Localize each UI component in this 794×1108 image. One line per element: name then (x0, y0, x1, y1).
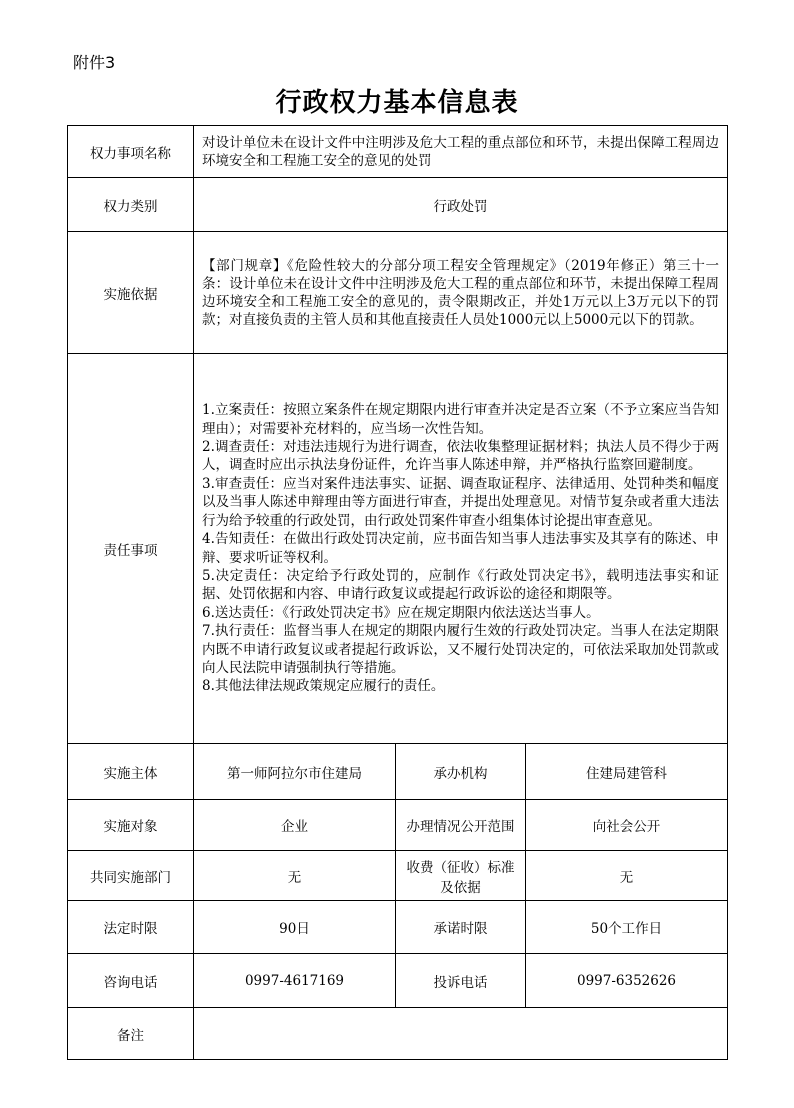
joint-label: 共同实施部门 (68, 851, 194, 901)
promise-limit-label: 承诺时限 (396, 901, 526, 954)
time-limit-value: 90日 (194, 901, 396, 954)
row-duties (68, 354, 728, 744)
target-label: 实施对象 (68, 800, 194, 851)
row-subject (68, 744, 728, 800)
duties-list (194, 354, 728, 744)
duty-item: 8.其他法律法规政策规定应履行的责任。 (202, 678, 445, 695)
document-title: 行政权力基本信息表 (275, 88, 519, 118)
attachment-label: 附件3 (73, 53, 116, 72)
row-target (68, 800, 728, 851)
agency-label: 承办机构 (396, 744, 526, 800)
row-time-limit (68, 901, 728, 954)
item-name-label: 权力事项名称 (68, 126, 194, 178)
agency-value: 住建局建管科 (526, 744, 728, 800)
fee-label: 收费（征收）标准及依据 (396, 851, 526, 901)
duty-item: 6.送达责任：《行政处罚决定书》应在规定期限内依法送达当事人。 (202, 604, 600, 621)
promise-limit-value: 50个工作日 (526, 901, 728, 954)
row-phone (68, 954, 728, 1008)
consult-phone-label: 咨询电话 (68, 954, 194, 1008)
category-value: 行政处罚 (194, 178, 728, 232)
subject-label: 实施主体 (68, 744, 194, 800)
row-item-name (68, 126, 728, 178)
item-name-value: 对设计单位未在设计文件中注明涉及危大工程的重点部位和环节，未提出保障工程周边环境安全和工程施工安全的意见的处罚 (194, 126, 728, 178)
target-value: 企业 (194, 800, 396, 851)
complaint-phone-value: 0997-6352626 (526, 954, 728, 1008)
remark-value (194, 1008, 728, 1060)
row-remark (68, 1008, 728, 1060)
info-table (67, 125, 728, 1060)
basis-label: 实施依据 (68, 232, 194, 354)
category-label: 权力类别 (68, 178, 194, 232)
remark-label: 备注 (68, 1008, 194, 1060)
fee-value: 无 (526, 851, 728, 901)
duty-item: 1.立案责任：按照立案条件在规定期限内进行审查并决定是否立案（不予立案应当告知理由）；对需要补充材料的，应当场一次性告知。 (202, 402, 720, 437)
complaint-phone-label: 投诉电话 (396, 954, 526, 1008)
disclosure-value: 向社会公开 (526, 800, 728, 851)
duty-item: 7.执行责任：监督当事人在规定的期限内履行生效的行政处罚决定。当事人在法定期限内既不申请行政复议或者提起行政诉讼，又不履行处罚决定的，可依法采取加处罚款或向人民法院申请强制执行等措施。 (202, 623, 720, 676)
row-category (68, 178, 728, 232)
joint-value: 无 (194, 851, 396, 901)
duty-item: 4.告知责任：在做出行政处罚决定前，应书面告知当事人违法事实及其享有的陈述、申辩、要求听证等权利。 (202, 531, 720, 566)
duty-item: 2.调查责任：对违法违规行为进行调查，依法收集整理证据材料；执法人员不得少于两人，调查时应出示执法身份证件，允许当事人陈述申辩，并严格执行监察回避制度。 (202, 439, 720, 474)
time-limit-label: 法定时限 (68, 901, 194, 954)
duty-item: 5.决定责任：决定给予行政处罚的，应制作《行政处罚决定书》，载明违法事实和证据、处罚依据和内容、申请行政复议或提起行政诉讼的途径和期限等。 (202, 567, 720, 603)
row-joint (68, 851, 728, 901)
row-basis (68, 232, 728, 354)
basis-value: 【部门规章】《危险性较大的分部分项工程安全管理规定》（2019年修正）第三十一条：设计单位未在设计文件中注明涉及危大工程的重点部位和环节，未提出保障工程周边环境安全和工程施工安全的意见的，责令限期改正，并处1万元以上3万元以下的罚款；对直接负责的主管人员和其他直接责任人员处1000元以上5000元以下的罚款。 (194, 232, 728, 354)
duty-item: 3.审查责任：应当对案件违法事实、证据、调查取证程序、法律适用、处罚种类和幅度以及当事人陈述申辩理由等方面进行审查，并提出处理意见。对情节复杂或者重大违法行为给予较重的行政处罚，由行政处罚案件审查小组集体讨论提出审查意见。 (202, 475, 720, 529)
subject-value: 第一师阿拉尔市住建局 (194, 744, 396, 800)
consult-phone-value: 0997-4617169 (194, 954, 396, 1008)
disclosure-label: 办理情况公开范围 (396, 800, 526, 851)
duties-label: 责任事项 (68, 354, 194, 744)
